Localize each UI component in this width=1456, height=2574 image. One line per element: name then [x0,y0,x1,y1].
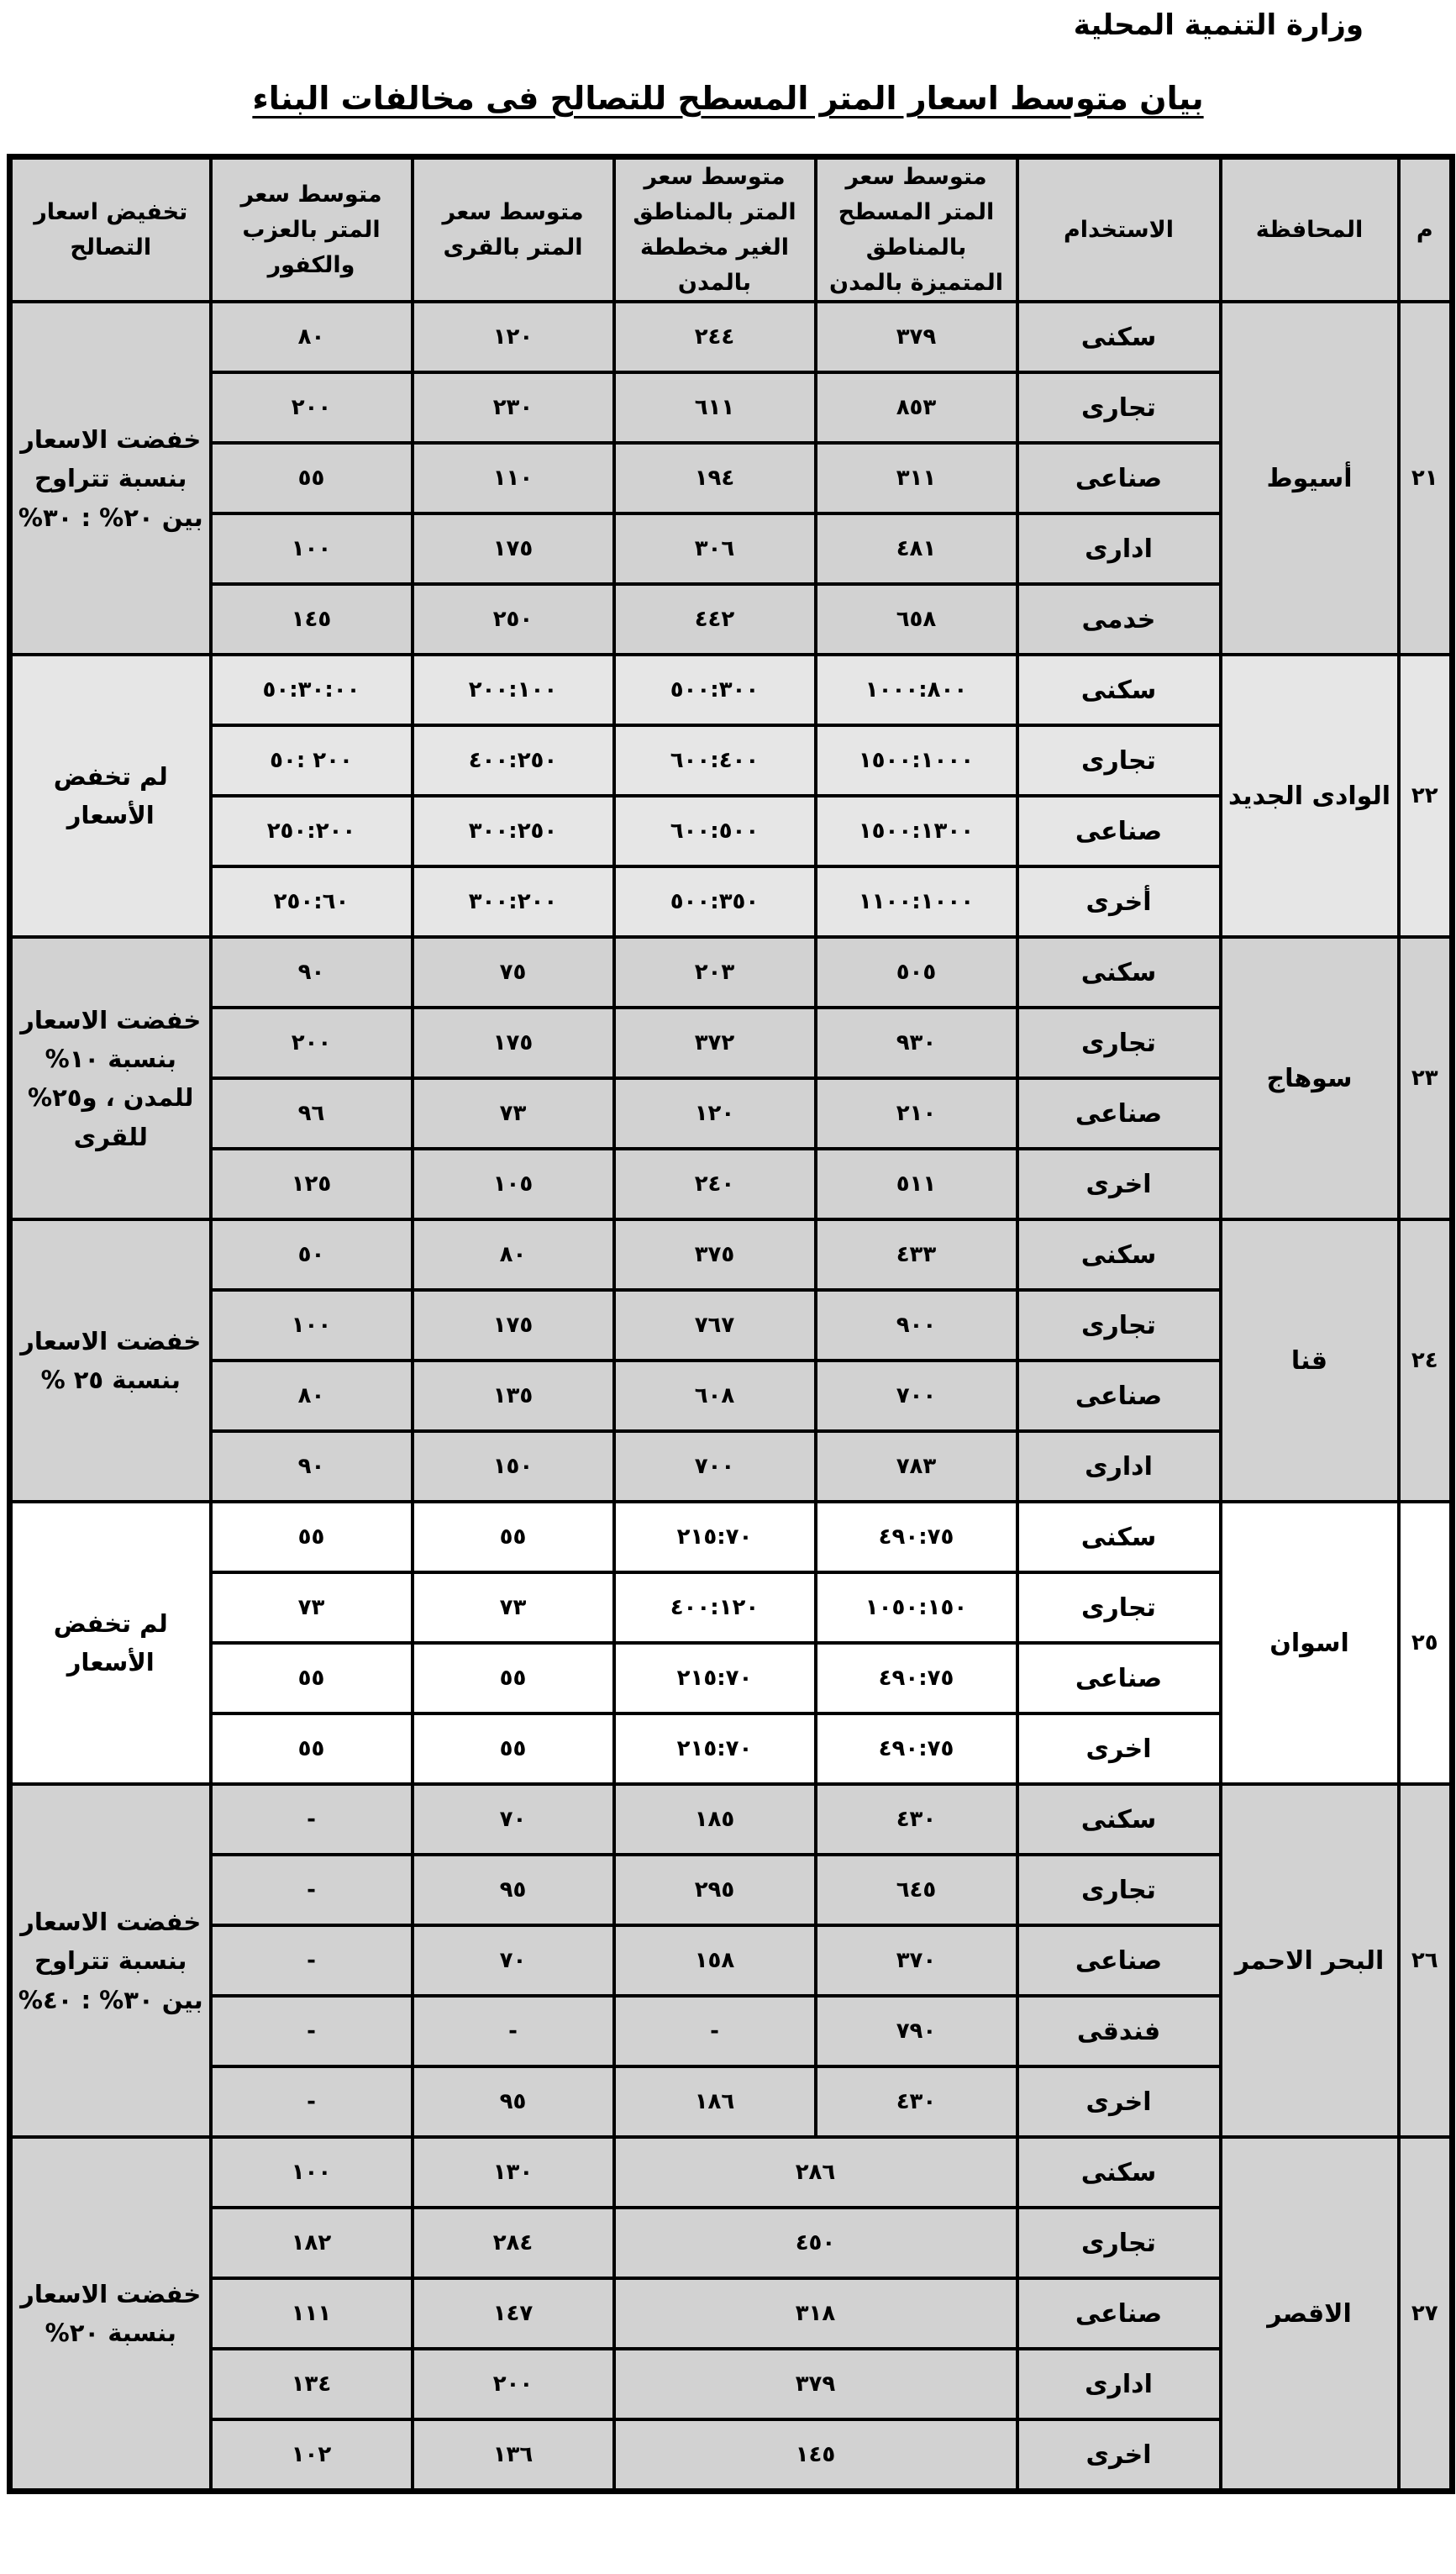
distinct-areas-price: ٩٣٠ [816,1008,1017,1078]
use-type: سكنى [1017,2137,1221,2208]
distinct-areas-price: ٩٠٠ [816,1290,1017,1361]
hamlets-price: ٢٥٠:٢٠٠ [211,796,413,866]
use-type: تجارى [1017,725,1221,796]
governorate-number: ٢٥ [1399,1502,1453,1784]
use-type: تجارى [1017,1855,1221,1925]
distinct-areas-price: ١٠٠٠:٨٠٠ [816,655,1017,725]
distinct-areas-price: ٥٠٥ [816,937,1017,1008]
col-header-unplanned-areas: متوسط سعر المتر بالمناطق الغير مخططة بالمدن [614,157,816,303]
villages-price: ٢٥٠ [413,584,614,655]
villages-price: ٧٣ [413,1572,614,1643]
villages-price: - [413,1996,614,2066]
distinct-areas-price: ٧٠٠ [816,1361,1017,1431]
unplanned-areas-price: ١٥٨ [614,1925,816,1996]
governorate-name: البحر الاحمر [1221,1784,1399,2137]
hamlets-price: ١٠٠ [211,2137,413,2208]
governorate-name: سوهاج [1221,937,1399,1219]
use-type: تجارى [1017,1290,1221,1361]
discount-note: لم تخفض الأسعار [10,1502,211,1784]
col-header-distinct-areas: متوسط سعر المتر المسطح بالمناطق المتميزة بالمدن [816,157,1017,303]
governorate-name: الاقصر [1221,2137,1399,2492]
hamlets-price: ٩٠ [211,1431,413,1502]
hamlets-price: ٨٠ [211,302,413,372]
distinct-areas-price: ٣٧٠ [816,1925,1017,1996]
use-type: صناعى [1017,1078,1221,1149]
col-header-use: الاستخدام [1017,157,1221,303]
unplanned-areas-price: ٢١٥:٧٠ [614,1502,816,1572]
distinct-areas-price: ٥١١ [816,1149,1017,1219]
governorate-number: ٢٦ [1399,1784,1453,2137]
hamlets-price: ٧٣ [211,1572,413,1643]
villages-price: ٣٠٠:٢٠٠ [413,866,614,937]
distinct-areas-price: ٤٣٣ [816,1219,1017,1290]
unplanned-areas-price: ٣٧٢ [614,1008,816,1078]
use-type: تجارى [1017,1008,1221,1078]
unplanned-areas-price: ٥٠٠:٣٠٠ [614,655,816,725]
distinct-areas-price: ٦٥٨ [816,584,1017,655]
unplanned-areas-price: ١٢٠ [614,1078,816,1149]
villages-price: ٩٥ [413,2066,614,2137]
hamlets-price: ١٠٢ [211,2419,413,2492]
unplanned-areas-price: ٤٤٢ [614,584,816,655]
governorate-number: ٢١ [1399,302,1453,655]
discount-note: خفضت الاسعار بنسبة ٢٠% [10,2137,211,2492]
use-type: سكنى [1017,1502,1221,1572]
hamlets-price: ٢٠٠ [211,372,413,443]
unplanned-areas-price: ٣٠٦ [614,513,816,584]
villages-price: ٨٠ [413,1219,614,1290]
villages-price: ٧٠ [413,1784,614,1855]
distinct-areas-price: ١١٠٠:١٠٠٠ [816,866,1017,937]
use-type: اخرى [1017,2066,1221,2137]
villages-price: ١٥٠ [413,1431,614,1502]
villages-price: ١٧٥ [413,1008,614,1078]
unplanned-areas-price: ٤٠٠:١٢٠ [614,1572,816,1643]
hamlets-price: - [211,1855,413,1925]
use-type: ادارى [1017,1431,1221,1502]
governorate-name: أسيوط [1221,302,1399,655]
discount-note: لم تخفض الأسعار [10,655,211,937]
use-type: صناعى [1017,1925,1221,1996]
use-type: صناعى [1017,443,1221,513]
unplanned-areas-price: ٦٠٨ [614,1361,816,1431]
distinct-areas-price: ٤٩٠:٧٥ [816,1643,1017,1713]
villages-price: ١٧٥ [413,1290,614,1361]
unplanned-areas-price: ٢٩٥ [614,1855,816,1925]
villages-price: ٧٥ [413,937,614,1008]
hamlets-price: ٥٥ [211,1502,413,1572]
distinct-areas-price: ٢١٠ [816,1078,1017,1149]
use-type: اخرى [1017,1149,1221,1219]
villages-price: ٥٥ [413,1502,614,1572]
unplanned-areas-price: ٦٠٠:٥٠٠ [614,796,816,866]
use-type: تجارى [1017,2208,1221,2278]
unplanned-areas-price: ١٨٦ [614,2066,816,2137]
city-price-merged: ١٤٥ [614,2419,1017,2492]
use-type: سكنى [1017,937,1221,1008]
distinct-areas-price: ١٥٠٠:١٠٠٠ [816,725,1017,796]
unplanned-areas-price: ٧٦٧ [614,1290,816,1361]
governorate-number: ٢٤ [1399,1219,1453,1502]
unplanned-areas-price: ٣٧٥ [614,1219,816,1290]
use-type: اخرى [1017,1713,1221,1784]
col-header-num: م [1399,157,1453,303]
governorate-number: ٢٧ [1399,2137,1453,2492]
villages-price: ١٢٠ [413,302,614,372]
distinct-areas-price: ٦٤٥ [816,1855,1017,1925]
hamlets-price: ١١١ [211,2278,413,2349]
city-price-merged: ٢٨٦ [614,2137,1017,2208]
use-type: سكنى [1017,302,1221,372]
use-type: سكنى [1017,1784,1221,1855]
use-type: أخرى [1017,866,1221,937]
distinct-areas-price: ١٥٠٠:١٣٠٠ [816,796,1017,866]
villages-price: ١٣٠ [413,2137,614,2208]
villages-price: ١٣٦ [413,2419,614,2492]
unplanned-areas-price: - [614,1996,816,2066]
table-row [10,655,1453,725]
unplanned-areas-price: ١٩٤ [614,443,816,513]
hamlets-price: ٢٥٠:٦٠ [211,866,413,937]
villages-price: ٤٠٠:٢٥٠ [413,725,614,796]
villages-price: ٢٨٤ [413,2208,614,2278]
villages-price: ٥٥ [413,1643,614,1713]
villages-price: ٢٠٠:١٠٠ [413,655,614,725]
page-title: بيان متوسط اسعار المتر المسطح للتصالح فى مخالفات البناء [252,80,1204,117]
hamlets-price: ٢٠٠ :٥٠ [211,725,413,796]
col-header-villages: متوسط سعر المتر بالقرى [413,157,614,303]
hamlets-price: ٩٦ [211,1078,413,1149]
unplanned-areas-price: ٢١٥:٧٠ [614,1643,816,1713]
use-type: صناعى [1017,796,1221,866]
villages-price: ١٤٧ [413,2278,614,2349]
villages-price: ١٠٥ [413,1149,614,1219]
city-price-merged: ٣٧٩ [614,2349,1017,2419]
use-type: صناعى [1017,2278,1221,2349]
villages-price: ٧٣ [413,1078,614,1149]
villages-price: ٢٣٠ [413,372,614,443]
governorate-number: ٢٣ [1399,937,1453,1219]
use-type: صناعى [1017,1361,1221,1431]
hamlets-price: ٥٥ [211,1643,413,1713]
unplanned-areas-price: ٧٠٠ [614,1431,816,1502]
unplanned-areas-price: ٥٠٠:٣٥٠ [614,866,816,937]
distinct-areas-price: ٧٩٠ [816,1996,1017,2066]
distinct-areas-price: ٨٥٣ [816,372,1017,443]
city-price-merged: ٤٥٠ [614,2208,1017,2278]
table-row [10,302,1453,372]
hamlets-price: ٥٠:٣٠:٠٠ [211,655,413,725]
distinct-areas-price: ٧٨٣ [816,1431,1017,1502]
distinct-areas-price: ٤٨١ [816,513,1017,584]
discount-note: خفضت الاسعار بنسبة تتراوح بين ٣٠% : ٤٠% [10,1784,211,2137]
distinct-areas-price: ٤٩٠:٧٥ [816,1713,1017,1784]
villages-price: ٥٥ [413,1713,614,1784]
discount-note: خفضت الاسعار بنسبة ٢٥ % [10,1219,211,1502]
distinct-areas-price: ٣٧٩ [816,302,1017,372]
table-row [10,937,1453,1008]
unplanned-areas-price: ٦١١ [614,372,816,443]
governorate-name: اسوان [1221,1502,1399,1784]
use-type: صناعى [1017,1643,1221,1713]
hamlets-price: ١٠٠ [211,1290,413,1361]
hamlets-price: - [211,2066,413,2137]
use-type: سكنى [1017,655,1221,725]
header-row [10,157,1453,303]
table-body [10,302,1453,2492]
hamlets-price: ٥٥ [211,1713,413,1784]
hamlets-price: ٩٠ [211,937,413,1008]
use-type: فندقى [1017,1996,1221,2066]
unplanned-areas-price: ٢٠٣ [614,937,816,1008]
unplanned-areas-price: ٢١٥:٧٠ [614,1713,816,1784]
use-type: ادارى [1017,513,1221,584]
hamlets-price: ٨٠ [211,1361,413,1431]
villages-price: ١١٠ [413,443,614,513]
hamlets-price: ١٣٤ [211,2349,413,2419]
hamlets-price: - [211,1996,413,2066]
unplanned-areas-price: ٢٤٠ [614,1149,816,1219]
distinct-areas-price: ٣١١ [816,443,1017,513]
hamlets-price: ٢٠٠ [211,1008,413,1078]
distinct-areas-price: ٤٩٠:٧٥ [816,1502,1017,1572]
unplanned-areas-price: ١٨٥ [614,1784,816,1855]
villages-price: ٢٠٠ [413,2349,614,2419]
governorate-name: الوادى الجديد [1221,655,1399,937]
hamlets-price: ١٠٠ [211,513,413,584]
hamlets-price: ١٢٥ [211,1149,413,1219]
use-type: خدمى [1017,584,1221,655]
city-price-merged: ٣١٨ [614,2278,1017,2349]
villages-price: ٩٥ [413,1855,614,1925]
hamlets-price: ٥٠ [211,1219,413,1290]
villages-price: ١٧٥ [413,513,614,584]
hamlets-price: ١٤٥ [211,584,413,655]
table-row [10,1219,1453,1290]
villages-price: ١٣٥ [413,1361,614,1431]
hamlets-price: ١٨٢ [211,2208,413,2278]
unplanned-areas-price: ٦٠٠:٤٠٠ [614,725,816,796]
col-header-hamlets: متوسط سعر المتر بالعزب والكفور [211,157,413,303]
prices-table [7,154,1455,2494]
use-type: اخرى [1017,2419,1221,2492]
discount-note: خفضت الاسعار بنسبة ١٠% للمدن ، و٢٥% للقرى [10,937,211,1219]
use-type: تجارى [1017,1572,1221,1643]
col-header-governorate: المحافظة [1221,157,1399,303]
use-type: تجارى [1017,372,1221,443]
governorate-name: قنا [1221,1219,1399,1502]
table-row [10,2137,1453,2208]
hamlets-price: ٥٥ [211,443,413,513]
villages-price: ٣٠٠:٢٥٠ [413,796,614,866]
discount-note: خفضت الاسعار بنسبة تتراوح بين ٢٠% : ٣٠% [10,302,211,655]
distinct-areas-price: ١٠٥٠:١٥٠ [816,1572,1017,1643]
unplanned-areas-price: ٢٤٤ [614,302,816,372]
governorate-number: ٢٢ [1399,655,1453,937]
col-header-discount: تخفيض اسعار التصالح [10,157,211,303]
hamlets-price: - [211,1925,413,1996]
distinct-areas-price: ٤٣٠ [816,1784,1017,1855]
villages-price: ٧٠ [413,1925,614,1996]
table-row [10,1502,1453,1572]
hamlets-price: - [211,1784,413,1855]
distinct-areas-price: ٤٣٠ [816,2066,1017,2137]
use-type: ادارى [1017,2349,1221,2419]
table-row [10,1784,1453,1855]
use-type: سكنى [1017,1219,1221,1290]
ministry-name: وزارة التنمية المحلية [1073,8,1364,42]
